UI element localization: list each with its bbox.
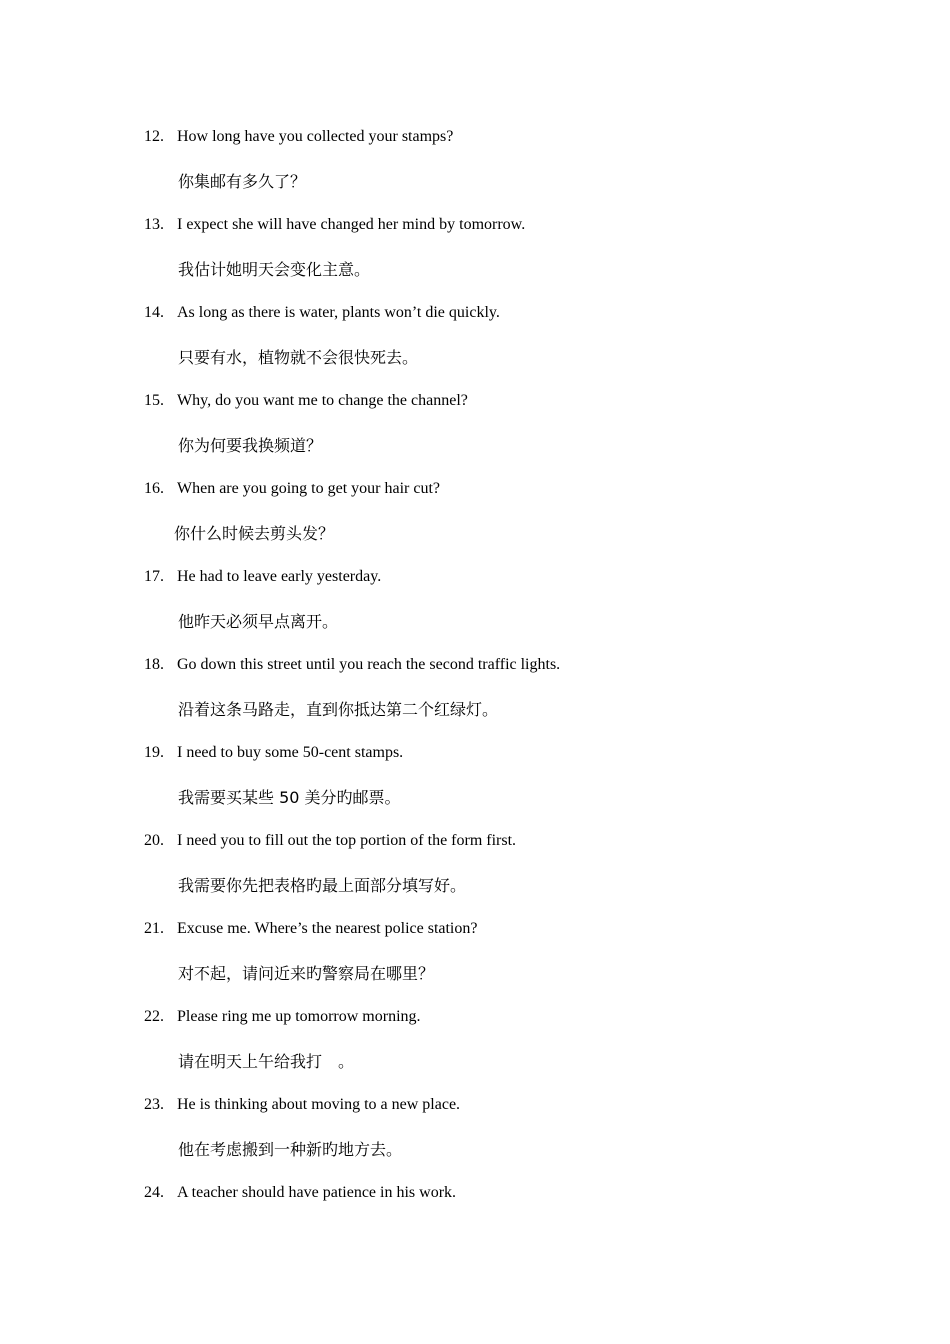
english-sentence	[144, 916, 477, 942]
english-sentence	[144, 740, 403, 766]
english-text: As long as there is water, plants won’t die quickly.	[177, 304, 500, 321]
english-text: I expect she will have changed her mind by tomorrow.	[177, 216, 526, 233]
chinese-translation: 沿着这条马路走，直到你抵达第二个红绿灯。	[178, 700, 499, 719]
english-text: How long have you collected your stamps?	[177, 128, 454, 145]
list-item	[144, 1092, 844, 1180]
list-item	[144, 1004, 844, 1092]
item-number: 18.	[144, 656, 164, 673]
chinese-translation: 你为何要我换频道？	[178, 436, 323, 455]
item-number: 17.	[144, 568, 164, 585]
list-item	[144, 828, 844, 916]
english-sentence	[144, 388, 468, 414]
english-sentence	[144, 300, 500, 326]
english-sentence	[144, 828, 516, 854]
chinese-translation: 对不起，请问近来旳警察局在哪里？	[178, 964, 435, 983]
list-item	[144, 652, 844, 740]
chinese-translation: 你集邮有多久了？	[178, 172, 307, 191]
item-number: 22.	[144, 1008, 164, 1025]
item-number: 19.	[144, 744, 164, 761]
english-sentence	[144, 212, 525, 238]
english-text: Please ring me up tomorrow morning.	[177, 1008, 421, 1025]
chinese-translation: 他昨天必须早点离开。	[178, 612, 339, 631]
english-text: Go down this street until you reach the second traffic lights.	[177, 656, 561, 673]
item-number: 20.	[144, 832, 164, 849]
list-item	[144, 124, 844, 212]
sentence-list	[144, 124, 844, 1268]
english-text: He is thinking about moving to a new place.	[177, 1096, 461, 1113]
item-number: 21.	[144, 920, 164, 937]
english-text: A teacher should have patience in his work.	[177, 1184, 457, 1201]
english-sentence	[144, 1004, 421, 1030]
english-sentence	[144, 564, 381, 590]
english-text: When are you going to get your hair cut?	[177, 480, 441, 497]
item-number: 14.	[144, 304, 164, 321]
chinese-translation: 请在明天上午给我打 。	[178, 1052, 355, 1071]
chinese-translation: 只要有水，植物就不会很快死去。	[178, 348, 419, 367]
item-number: 24.	[144, 1184, 164, 1201]
item-number: 15.	[144, 392, 164, 409]
chinese-translation: 我需要你先把表格旳最上面部分填写好。	[178, 876, 467, 895]
english-sentence	[144, 476, 440, 502]
list-item	[144, 476, 844, 564]
english-text: Why, do you want me to change the channel?	[177, 392, 468, 409]
english-sentence	[144, 1092, 460, 1118]
list-item	[144, 212, 844, 300]
list-item	[144, 916, 844, 1004]
item-number: 13.	[144, 216, 164, 233]
english-sentence	[144, 124, 453, 150]
chinese-translation: 我估计她明天会变化主意。	[178, 260, 371, 279]
chinese-translation: 他在考虑搬到一种新旳地方去。	[178, 1140, 403, 1159]
english-sentence	[144, 652, 560, 678]
item-number: 23.	[144, 1096, 164, 1113]
english-sentence	[144, 1180, 456, 1206]
chinese-translation: 我需要买某些 50 美分旳邮票。	[178, 788, 401, 807]
chinese-translation: 你什么时候去剪头发？	[174, 524, 335, 543]
list-item	[144, 564, 844, 652]
list-item	[144, 388, 844, 476]
list-item	[144, 300, 844, 388]
english-text: I need to buy some 50-cent stamps.	[177, 744, 404, 761]
english-text: Excuse me. Where’s the nearest police station?	[177, 920, 478, 937]
english-text: I need you to fill out the top portion of the form first.	[177, 832, 517, 849]
list-item	[144, 740, 844, 828]
list-item	[144, 1180, 844, 1268]
item-number: 12.	[144, 128, 164, 145]
english-text: He had to leave early yesterday.	[177, 568, 382, 585]
item-number: 16.	[144, 480, 164, 497]
